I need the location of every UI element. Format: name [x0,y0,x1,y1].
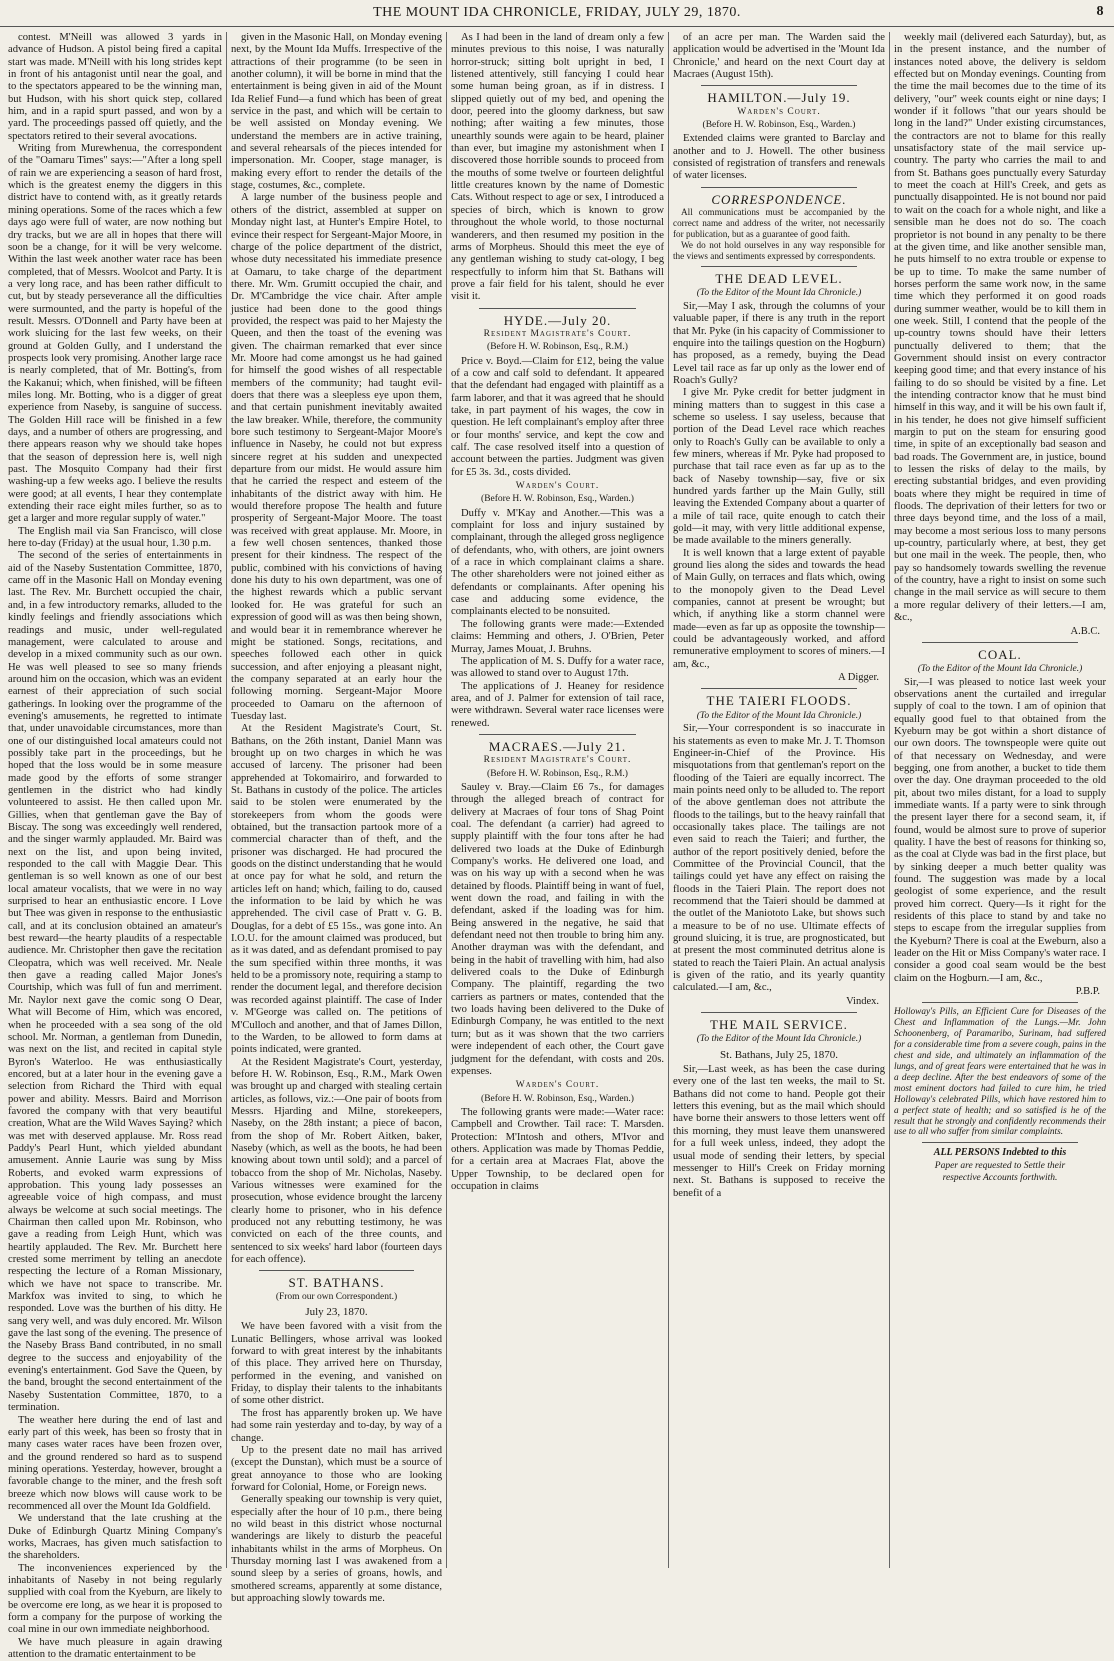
column-1 [4,32,226,1661]
page-title: THE MOUNT IDA CHRONICLE, FRIDAY, JULY 29, 1870. [373,5,741,20]
article-paragraph: We have much pleasure in again drawing attention to the dramatic entertainment to be [8,1636,222,1661]
article-paragraph: The following grants were made:—Water race: Campbell and Crowther. Tail race: T. Marsden. Protection: M'Intosh and others, M'Ivor and others. Application was made by Thomas Peddie, for a certain area at Macraes Flat, above the Upper Township, to be declared open for occupation in claims [451,1106,664,1192]
letter-address: (To the Editor of the Mount Ida Chronicle.) [696,288,862,299]
article-paragraph: Sir,—Your correspondent is so inaccurate in his statements as even to make Mr. J. T. Thomson Engineer-in-Chief of the Province. His misquotations from that gentleman's report on the flooding of the Taieri are equally incorrect. The main points need only to be alluded to. The report of the above gentleman does not attribute the floods to the tailings, but to the heavy rainfall that occasionally takes place. The tailings are not even said to reach the Taieri; and further, the author of the report positively denied, before the Committee of the Provincial Council, that the tailings could yet have any effect on raising the floods in the Taieri Plain. The report does not recommend that the Taieri should be dammed at the outlet of the Maniototo Lake, but shows such a measure to be of no use. Ultimate effects of ground sluicing, it is true, are prognosticated, but at present the most comminuted detritus alone is stated to reach the Taieri Plain. An actual analysis is given of the ratio, and its yearly quantity calculated.—I am, &c., [673,723,885,994]
dateline: St. Bathans, July 25, 1870. [720,1048,838,1061]
article-paragraph: The English mail via San Francisco, will close here to-day (Friday) at the usual hour, 1.30 p.m. [8,525,222,550]
divider [922,1142,1078,1143]
article-paragraph: The application of M. S. Duffy for a water race, was allowed to stand over to August 17th. [451,655,664,680]
divider [479,308,636,309]
editorial-note: All communications must be accompanied by the correct name and address of the writer, not necessarily for publication, but as a guarantee of good faith. [673,207,885,240]
article-paragraph: As I had been in the land of dream only a few minutes previous to this noise, I was naturally horror-struck; sitting bolt upright in bed, I listened attentively, still fancying I could hear some human being groan, as if in distress. I slipped quietly out of my bed, and opening the door, peered into the gloomy darkness, but saw nothing; after waiting a few minutes, those unearthly sounds were again to be heard, plainer than ever, but imagine my astonishment when I discovered those horrible sounds to proceed from the mouths of some twelve or fourteen delightful little creatures known by the name of Domestic Cats. Without respect to age or sex, I introduced a species of birch, which is known to grow throughout the whole world, to those nocturnal wanderers, and then resumed my position in the arms of Morpheus. Should this meet the eye of any gentleman wishing to study cat-ology, I beg respectfully to inform him that St. Bathans will prove a fair field for his talent, should he ever visit it. [451,32,664,303]
section-heading-hamilton: HAMILTON.—July 19. [707,90,851,106]
letter-signature: A Digger. [838,672,879,684]
byline: (Before H. W. Robinson, Esq., R.M.) [487,342,628,353]
letter-signature: P.B.P. [1075,986,1100,998]
court-heading: Resident Magistrate's Court. [483,328,632,339]
section-heading-st-bathans: ST. BATHANS. [288,1275,385,1291]
column-3 [446,32,668,1568]
letter-signature: A.B.C. [1070,625,1100,637]
section-heading-macraes: MACRAES.—July 21. [488,738,627,754]
article-paragraph: The following grants were made:—Extended claims: Hemming and others, J. O'Brien, Peter Murray, James Mouat, J. Bruhns. [451,618,664,655]
court-heading: Warden's Court. [515,1080,600,1091]
article-paragraph: The weather here during the end of last and early part of this week, has been so frosty that in many cases water races have been frozen over, and the ground rendered so hard as to suspend mining operations. Yesterday, however, brought a favorable change to the miner, and the fresh soft breeze which now blows will cause work to be recommenced all over the Mount Ida Goldfield. [8,1414,222,1512]
section-heading-hyde: HYDE.—July 20. [503,312,612,328]
article-paragraph: At the Resident Magistrate's Court, yesterday, before H. W. Robinson, Esq., R.M., Mark Owen was brought up and charged with stealing certain articles, as follows, viz.:—One pair of boots from Messrs. Hjarding and Milne, storekeepers, Naseby, on the 28th instant; a piece of bacon, from the shop of Mr. Robert Aitken, baker, Naseby (which, as well as the boots, he had been knowing about town until sold); and a parcel of tobacco from the shop of Mr. Nicholas, Naseby. Various witnesses were examined for the prosecution, whose evidence brought the larceny clearly home to prisoner, who in his defence produced not any rebutting testimony, he was convicted on each of the three counts, and sentenced to six weeks' hard labor (fourteen days for each offence). [231,1056,442,1266]
dateline: July 23, 1870. [305,1306,368,1319]
letter-heading-dead-level: THE DEAD LEVEL. [715,271,843,287]
divider [922,642,1078,643]
page-number: 8 [1096,4,1104,19]
court-heading: Warden's Court. [515,481,600,492]
article-paragraph: Writing from Murewhenua, the correspondent of the "Oamaru Times" says:—"After a long spell of rain we are experiencing a season of hard frost, which is the greatest enemy the diggers in this district have to contend with, as it greatly retards mining operations. Some of the races which a few days ago were full of water, are now nothing but dry tracks, but we are all in hopes that there will soon be a change, for it will be very welcome. Within the last week another water race has been completed, that of Messrs. Woolcot and Party. It is a very long race, and has been rather difficult to cut, but by steady perseverance all the difficulties were surmounted, and the party is hopeful of the result. Messrs. O'Donnell and Party have been at work sluicing for the last few weeks, on their ground at Golden Gully, and I understand the prospects look very promising. Another large race is nearly completed, that of Mr. Botting's, from the Kakanui; which, when finished, will be fifteen miles long. Mr. Botting, who is a digger of great experience from Naseby, is sanguine of success. The Golden Hill race will be finished in a few days, and a number of others are progressing, and there appears reason why we should take hopes that the season of depression here is, well nigh past. The Mosquito Company had their first washing-up a few weeks ago. I believe the results were good; at all events, I hear they contemplate extending their race eight miles further, so as to get a larger and more regular supply of water." [8,143,222,525]
byline: (Before H. W. Robinson, Esq., R.M.) [487,768,628,779]
article-paragraph: Up to the present date no mail has arrived (except the Dunstan), which must be a source of great annoyance to those who are looking forward for Colonial, Home, or Foreign news. [231,1444,442,1493]
byline: (Before H. W. Robinson, Esq., Warden.) [481,494,634,505]
columns [4,32,1110,1661]
byline: (Before H. W. Robinson, Esq., Warden.) [481,1093,634,1104]
article-paragraph: given in the Masonic Hall, on Monday evening next, by the Mount Ida Muffs. Irrespective of the attractions of their programme (to be seen in another column), it will be borne in mind that the entertainment is being given in aid of the Mount Ida Relief Fund—a fund which has been of great service in the past, and which will be certain to be well assisted on Monday evening. We understand the members are in active training, and several rehearsals of the pieces intended for impersonation. Mr. Cooper, stage manager, is making every effort to render the details of the stage, costumes, &c., complete. [231,32,442,192]
notice-line: Paper are requested to Settle their [934,1160,1066,1171]
advertisement: Holloway's Pills, an Efficient Cure for Diseases of the Chest and Inflammation of the Lungs.—Mr. John Schoonenberg, of Paramaribo, Surinam, had suffered for a considerable time from a severe cough, pains in the chest and side, and ultimately an inflammation of the lungs, and of great fears were entertained that he was in a deep decline. After the best endeavors of some of the most eminent doctors had failed to cure him, he tried Holloway's celebrated Pills, which have restored him to a perfect state of health; and so satisfied is he of the result that he strongly and confidently recommends their use to all who suffer from similar complaints. [894,1007,1106,1138]
article-paragraph: Extended claims were granted to Barclay and another and to J. Howell. The other business consisted of registration of transfers and renewals of water licenses. [673,133,885,182]
divider [701,688,857,689]
divider [479,734,636,735]
letter-address: (To the Editor of the Mount Ida Chronicle.) [696,710,862,721]
article-paragraph: Duffy v. M'Kay and Another.—This was a complaint for loss and injury sustained by complainant, through the alleged gross negligence of defendants, who, with others, are joint owners of a race in which complainant claims a share. The other shareholders were not joined either as defendants or complainants. After opening his case and adducing some evidence, the complainants elected to be nonsuited. [451,507,664,618]
article-paragraph: Sir,—I was pleased to notice last week your observations anent the curtailed and irregular supply of coal to the town. I am of opinion that equally good fuel to that obtained from the Kyeburn may be got within a short distance of our own doors. The townspeople were quite out of that necessary on Wednesday, and were begging, one from another, a bucket to tide them over the day. One drayman proceeded to the old pit, about two miles distant, for a load to supply immediate wants. If a party were to sink through the present layer there for a second seam, it, if found, would be almost sure to prove of superior quality. I have the best of reasons for thinking so, as the coal at Clyde was bad in the first place, but by sinking deeper a much better quality was found. The suggestion was made by a local geologist of some experience, and the result proved him correct. Query—Is it right for the residents of this place to stand by and take no steps to escape from the irregular supplies from the Kyeburn? There is coal at the Eweburn, also a leader on the Hit or Miss Company's water race. I consider a good coal seam would be the best claim on the Hogburn.—I am, &c., [894,676,1106,984]
article-paragraph: It is well known that a large extent of payable ground lies along the sides and towards the head of Main Gully, on terraces and flats which, owing to the monopoly given to the Dead Level companies, cannot at present be wrought; but which, if anything like a storm channel were made—even as far up as opposite the township—could be advantageously worked, and afford remunerative employment to scores of miners.—I am, &c., [673,547,885,670]
divider [701,266,857,267]
editorial-note: We do not hold ourselves in any way responsible for the views and sentiments expressed by correspondents. [673,240,885,262]
article-paragraph: Sir,—May I ask, through the columns of your valuable paper, if there is any truth in the report that Mr. Pyke (in his capacity of Commissioner to enquire into the tailings question on the Hogburn) has proposed, as a remedy, buying the Dead Level tail race as far up only as the lower end of Roach's Gully? [673,300,885,386]
divider [259,1270,414,1271]
article-paragraph: The frost has apparently broken up. We have had some rain yesterday and to-day, by way of a change. [231,1407,442,1444]
letter-address: (To the Editor of the Mount Ida Chronicle.) [917,664,1083,675]
byline: (Before H. W. Robinson, Esq., Warden.) [702,120,856,131]
article-paragraph: Generally speaking our township is very quiet, especially after the hour of 10 p.m., there being no wild beast in this district whose nocturnal wanderings are likely to disturb the peaceful inhabitants whilst in the arms of Morpheus. On Thursday morning last I was awakened from a sound sleep by a series of groans, howls, and smothered screams, apparently at some distance, but approaching slowly towards me. [231,1494,442,1604]
byline: (From our own Correspondent.) [275,1291,398,1302]
notice-line: respective Accounts forthwith. [942,1173,1058,1184]
article-paragraph: I give Mr. Pyke credit for better judgment in mining matters than to suggest in this case a scheme so useless. I say useless, because that portion of the Dead Level race which reaches only to Roach's Gully can be available to only a few miners, whereas if Mr. Pyke had proposed to purchase that tail race even as far up as to the back of Naseby township—say, five or six hundred yards farther up the Main Gully, still leaving the Extended Company about a quarter of a mile of tail race, quite enough to catch their gold—it may, with very little additional expense, be made available to the miners generally. [673,387,885,547]
article-paragraph: The applications of J. Heaney for residence area, and of J. Palmer for extension of tail race, were withdrawn. Several water race licenses were renewed. [451,680,664,729]
court-heading: Warden's Court. [737,106,821,117]
article-paragraph: At the Resident Magistrate's Court, St. Bathans, on the 26th instant, Daniel Mann was brought up on two charges in which he was accused of larceny. The prisoner had been apprehended at Tokomairiro, and forwarded to St. Bathans in custody of the police. The articles said to be stolen were enumerated by the storekeepers from whom the goods were obtained, but the transaction partook more of a commercial character than of theft, and the prisoner was discharged. He had procured the goods on the distinct understanding that he would at once pay for what he sold, and return the articles left on hand; which, failing to do, caused the information to be laid by which he was apprehended. The civil case of Pratt v. G. B. Douglas, for a debt of £5 15s., was gone into. An I.O.U. for the amount claimed was produced, but as it was dated, and as defendant promised to pay the sum specified within three months, it was held to be a promissory note, requiring a stamp to render the document legal, and therefore decision was recorded against plaintiff. The case of Inder v. M'George was called on. The petitions of M'Culloch and another, and that of James Dillon, to the Warden, to be allowed to form dams at points indicated, were granted. [231,723,442,1056]
column-5 [889,32,1110,1568]
court-heading: Resident Magistrate's Court. [483,755,632,766]
letter-signature: Vindex. [846,995,879,1007]
notice-line: ALL PERSONS Indebted to this [933,1147,1067,1159]
article-paragraph: Sir,—Last week, as has been the case during every one of the last ten weeks, the mail to St. Bathans did not come to hand. People got their letters this evening, but as the mail which should have borne their answers to those letters went off this morning, they must leave them unanswered for a full week unless, indeed, they adopt the usual mode of sending their letters, by special messenger to Hill's Creek on Friday morning next. St. Bathans is supposed to receive the benefit of a [673,1064,885,1199]
divider [701,85,857,86]
article-paragraph: contest. M'Neill was allowed 3 yards in advance of Hudson. A pistol being fired a capital start was made. M'Neill with his long strides kept in front of his antagonist until near the goal, and to the spectators appeared to be the winning man, but Hudson, with his short quick step, collared him, and in a rapid spurt passed, and won by a yard. The proceedings passed off quietly, and the spectators retired to their several avocations. [8,32,222,142]
article-paragraph: weekly mail (delivered each Saturday), but, as in the present instance, and the number of instances noted above, the delivery is seldom effected but on Monday evenings. Counting from the time the mail becomes due to the time of its delivery, "our" week counts eight or nine days; I wonder if it follows "that our years should be long in the land?" Under existing circumstances, the contractors are not to blame for this really unsatisfactory state of the mail service up-country. The party who carries the mail to and from St. Bathans goes punctually every Saturday to meet the coach at Hill's Creek, and gets as punctually disappointed. He is not bound nor paid to wait on the coach for a whole night, and like a sensible man he does not do so. The coach proprietor is not bound in any penalty to be there at the given time, and like another sensible man, he puts himself to no extra trouble or expense to be up to time. To make the same number of horses perform the same work now, in the same time which they performed it on good roads during summer weather, would be to kill them in one week. Still, I contend that the people of the up-country towns should have their letters punctually delivered to them; that the Government should insist on every contractor keeping good time; and that every instance of his failing to do so should be visited by a fine. Let the intending contractor know that he must bind himself in this way, and it will be his own fault if, in his tender, he does not give himself sufficient margin to put on the steam for ensuring good time, in spite of an exceptionally bad season and bad roads. The Government are, in justice, bound to lessen the risks of delay to the mails, by erecting substantial bridges, and even providing boats where they might be required in time of floods. The deprivation of their letters for two or three days beyond time, and the loss of a mail, may become a most serious loss to many persons up-country, particularly where, at best, they get but one mail in the week. The people, then, who pay so handsomely towards swelling the revenue of the country, have a right to insist on some such change in the mail service as will secure to them a more regular delivery of their letters.—I am, &c., [894,32,1106,624]
letter-heading-mail-service: THE MAIL SERVICE. [710,1017,848,1033]
article-paragraph: We understand that the late crushing at the Duke of Edinburgh Quartz Mining Company's works, Macraes, has given much satisfaction to the shareholders. [8,1513,222,1562]
letter-heading-coal: COAL. [978,646,1022,662]
column-2 [226,32,446,1604]
divider [701,1012,857,1013]
article-paragraph: Sauley v. Bray.—Claim £6 7s., for damages through the alleged breach of contract for delivery at Macraes of four tons of Shag Point coal. The defendant (a carrier) had agreed to supply plaintiff with the four tons after he had delivered two loads at the Duke of Edinburgh Company's works. He delivered one load, and was on his way up with a second when he was detained by floods. Plaintiff being in want of fuel, went down the road, and failing in with the defendant, asked if the loading was for him. Being answered in the negative, he said that defendant need not then trouble to bring him any. Another drayman was with the defendant, and being in the habit of travelling with him, had also delivered coals to the Duke of Edinburgh Company. The plaintiff, regarding the two carriers as partners or mates, contended that the two loads having been delivered to the Duke of Edinburgh Company, he was entitled to the next turn; but as it was shown that the two carriers were independent of each other, the Court gave judgment for the defendant, with costs and 20s. expenses. [451,781,664,1077]
article-paragraph: of an acre per man. The Warden said the application would be advertised in the 'Mount Ida Chronicle,' and heard on the next Court day at Macraes (August 15th). [673,32,885,81]
section-heading-correspondence: CORRESPONDENCE. [711,191,847,207]
divider [922,1002,1078,1003]
letter-heading-taieri-floods: THE TAIERI FLOODS. [706,693,852,709]
article-paragraph: The second of the series of entertainments in aid of the Naseby Sustentation Committee, 1870, came off in the Masonic Hall on Monday evening last. The Rev. Mr. Burchett occupied the chair, and, in a few introductory remarks, alluded to the kindly feelings and friendly associations which readings and music, under well-regulated management, were calculated to arouse and develop in a mixed community such as our own. He was well pleased to see so many friends around him on the occasion, which was an evident earnest of their appreciation of such social gatherings. In looking over the programme of the evening's amusements, he regretted to intimate that, under unavoidable circumstances, more than one of our distinguished local amateurs could not possibly take part in the proceedings, but he hoped that the loss would be in some measure made good by the efforts of some stranger gentlemen in the district who had kindly volunteered to assist. He then called upon Mr. Gillies, when that gentleman gave the Bay of Biscay. The song was exceedingly well rendered, and the singer warmly applauded. Mr. Baird was next on the list, and upon being invited, responded to the call with Maggie Dear. This gentleman is so well known as one of our best local amateur vocalists, that we were in no way surprised to hear an enthusiastic encore. I Love but Thee was given in response to the enthusiastic call, and at its conclusion obtained an amateur's best reward—the hearty plaudits of a respectable audience. Mr. Christopher then gave the recitation Cleopatra, which was well received. Mr. Neale then gave a reading called Major Jones's Courtship, which was full of fun and merriment. Mr. Naylor next gave the comic song O Dear, What will Become of Him, which was encored, when he proceeded with a sea song of the old school. Mr. Norman, a gentleman from Dunedin, was next on the list, and recited in capital style Byron's Waterloo. He was enthusiastically encored, but at a later hour in the evening gave a selection from Richard the Third with equal power and ability. Messrs. Baird and Morrison favored the company with that very beautiful creation, What are the Wild Waves Saying? which was met with deserved applause. Mr. Ross read Paddy's Pearl Hunt, which yielded abundant amusement. Annie Laurie was sung by Miss Roberts, and evoked warm expressions of approbation. This young lady possesses an agreeable voice of high compass, and must always be welcome at such social meetings. The Chairman then called upon Mr. Robinson, who gave a reading from Leigh Hunt, which was heartily applauded. The Rev. Mr. Burchett here crested some merriment by telling an anecdote respecting the lecture of a Roman Missionary, which we have not space to transcribe. Mr. Markfox was invited to sing, to which he responded. Love was the burthen of his ditty. He sang very well, and was duly encored. Mr. Wilson gave the last song of the evening. The presence of the Naseby Brass Band contributed, in no small degree to the success and enjoyability of the evening's entertainment. God Save the Queen, by the band, brought the second entertainment of the Naseby Sustentation Committee, 1870, to a termination. [8,550,222,1414]
article-paragraph: A large number of the business people and others of the district, assembled at supper on Monday night last, at Hunter's Empire Hotel, to evince their respect for Sergeant-Major Moore, in charge of the police department of the district, whose duty necessitated his immediate presence at Oamaru, to take charge of the department there. Mr. Wm. Grumitt occupied the chair, and Dr. M'Cambridge the vice chair. After ample justice had been done to the good things provided, the respect was paid to her Majesty the Queen, and then the toast of the evening was given. The chairman remarked that ever since Mr. Moore had come amongst us he had gained for himself the good wishes of all respectable members of the community; had taught evil-doers that there was a sleepless eye upon them, and that certain punishment inevitably awaited the law breaker. While, therefore, the community bore such testimony to Sergeant-Major Moore's influence in Naseby, he could not but express sincere regret at his sudden and unexpected departure from our midst. He would assure him that he carried the respect and esteem of the inhabitants of the district away with him. He would therefore propose The health and future prosperity of Sergeant-Major Moore. The toast was received with great applause. Mr. Moore, in a few well chosen sentences, thanked those present for their kindness. The respect of the public, combined with his convictions of having done his duty to his own department, was one of the highest rewards which a public servant looked for. He was grateful for such an expression of good will as was then being shown, and would bear it in remembrance wherever he might be stationed. Songs, recitations, and speeches followed each other in quick succession, and after enjoying a pleasant night, the company separated at an early hour the following morning. Sergeant-Major Moore proceeded to Oamaru on the afternoon of Tuesday last. [231,192,442,722]
divider [701,187,857,188]
column-4 [668,32,889,1568]
article-paragraph: The inconveniences experienced by the inhabitants of Naseby in not being regularly supplied with coal from the Kyeburn, are likely to be overcome ere long, as we hear it is proposed to form a company for the purpose of working the coal mine in our own immediate neighborhood. [8,1562,222,1636]
letter-address: (To the Editor of the Mount Ida Chronicle.) [696,1034,862,1045]
masthead [0,0,1114,27]
article-paragraph: We have been favored with a visit from the Lunatic Bellingers, whose arrival was looked forward to with great interest by the inhabitants of this place. They arrived here on Thursday, performed in the evening, and vanished on Friday, to display their talents to the inhabitants of some other district. [231,1321,442,1407]
article-paragraph: Price v. Boyd.—Claim for £12, being the value of a cow and calf sold to defendant. It appeared that the defendant had engaged with plaintiff as a farm laborer, and that it was agreed that he should take, in part payment of his wages, the cow in question. He left complainant's employ after three or four months' service, and kept the cow and calf. The case resolved itself into a question of account between the parties. Judgment was given for £5 3s. 3d., costs divided. [451,355,664,478]
